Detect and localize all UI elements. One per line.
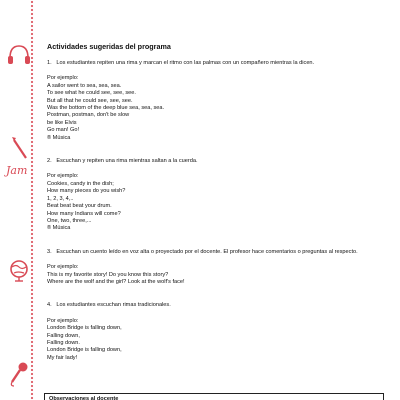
activity-number: 1. [47,60,52,66]
example-line: Go man! Go! [47,127,80,134]
sidebar-word: Jam [6,164,28,177]
headphones-icon [4,40,34,70]
decorative-sidebar [0,0,42,400]
teacher-notes-title: Observaciones al docente [49,396,119,400]
activity-number: 2. [47,158,52,165]
example-line: How many pieces do you wish? [47,188,126,195]
main-content [47,42,387,378]
example-line: But all that he could see, see, see. [47,97,133,104]
activity-text: Los estudiantes escuchan rimas tradicionales. [56,302,171,309]
example-lines [47,272,387,287]
example-line: Was the bottom of the deep blue sea, sea, sea. [47,105,165,112]
example-lines [47,325,387,362]
activity-text: Escuchan y repiten una rima mientras saltan a la cuerda. [56,158,198,165]
globe-icon [4,254,34,284]
example-line: One, two, three,... [47,217,92,224]
activity-item [47,60,387,67]
example-line: ® Música [47,225,71,232]
example-line: A sailor went to sea, sea, sea. [47,82,122,89]
activity-item [47,158,387,165]
activity-text: Los estudiantes repiten una rima y marcan el ritmo con las palmas con un compañero mientras la dicen. [56,60,315,66]
microphone-icon [4,358,34,388]
example-line: Cookies, candy in the dish; [47,180,114,187]
teacher-notes-box [44,393,384,400]
example-line: London Bridge is falling down, [47,325,122,332]
activity-number: 4. [47,302,52,309]
example-line: 1, 2, 3, 4,.. [47,195,74,202]
example-line: London Bridge is falling down, [47,347,122,354]
example-line: ® Música [47,134,71,141]
example-label: Por ejemplo: [47,173,79,180]
example-lines [47,181,387,233]
example-line: Falling down. [47,339,80,346]
example-label: Por ejemplo: [47,75,79,82]
example-line: My fair lady! [47,354,78,361]
section-title: Actividades sugeridas del programa [47,42,171,51]
activity-number: 3. [47,248,52,255]
pencil-icon [4,136,34,180]
example-line: This is my favorite story! Do you know this story? [47,271,169,278]
example-line: Where are the wolf and the girl? Look at the wolf's face! [47,278,185,285]
activity-item [47,302,387,309]
example-label: Por ejemplo: [47,317,79,324]
example-lines [47,83,387,142]
example-line: Postman, postman, don't be slow [47,112,130,119]
example-line: How many Indians will come? [47,210,121,217]
example-line: Falling down, [47,332,80,339]
example-line: To see what he could see, see, see. [47,90,136,97]
example-line: be like Elvis [47,119,77,126]
example-line: Beat beat beat your drum. [47,203,112,210]
activity-item [47,249,387,256]
activity-text: Escuchan un cuento leído en voz alta o proyectado por el docente. El profesor hace comentarios o preguntas al respecto. [56,248,358,255]
example-label: Por ejemplo: [47,264,79,271]
